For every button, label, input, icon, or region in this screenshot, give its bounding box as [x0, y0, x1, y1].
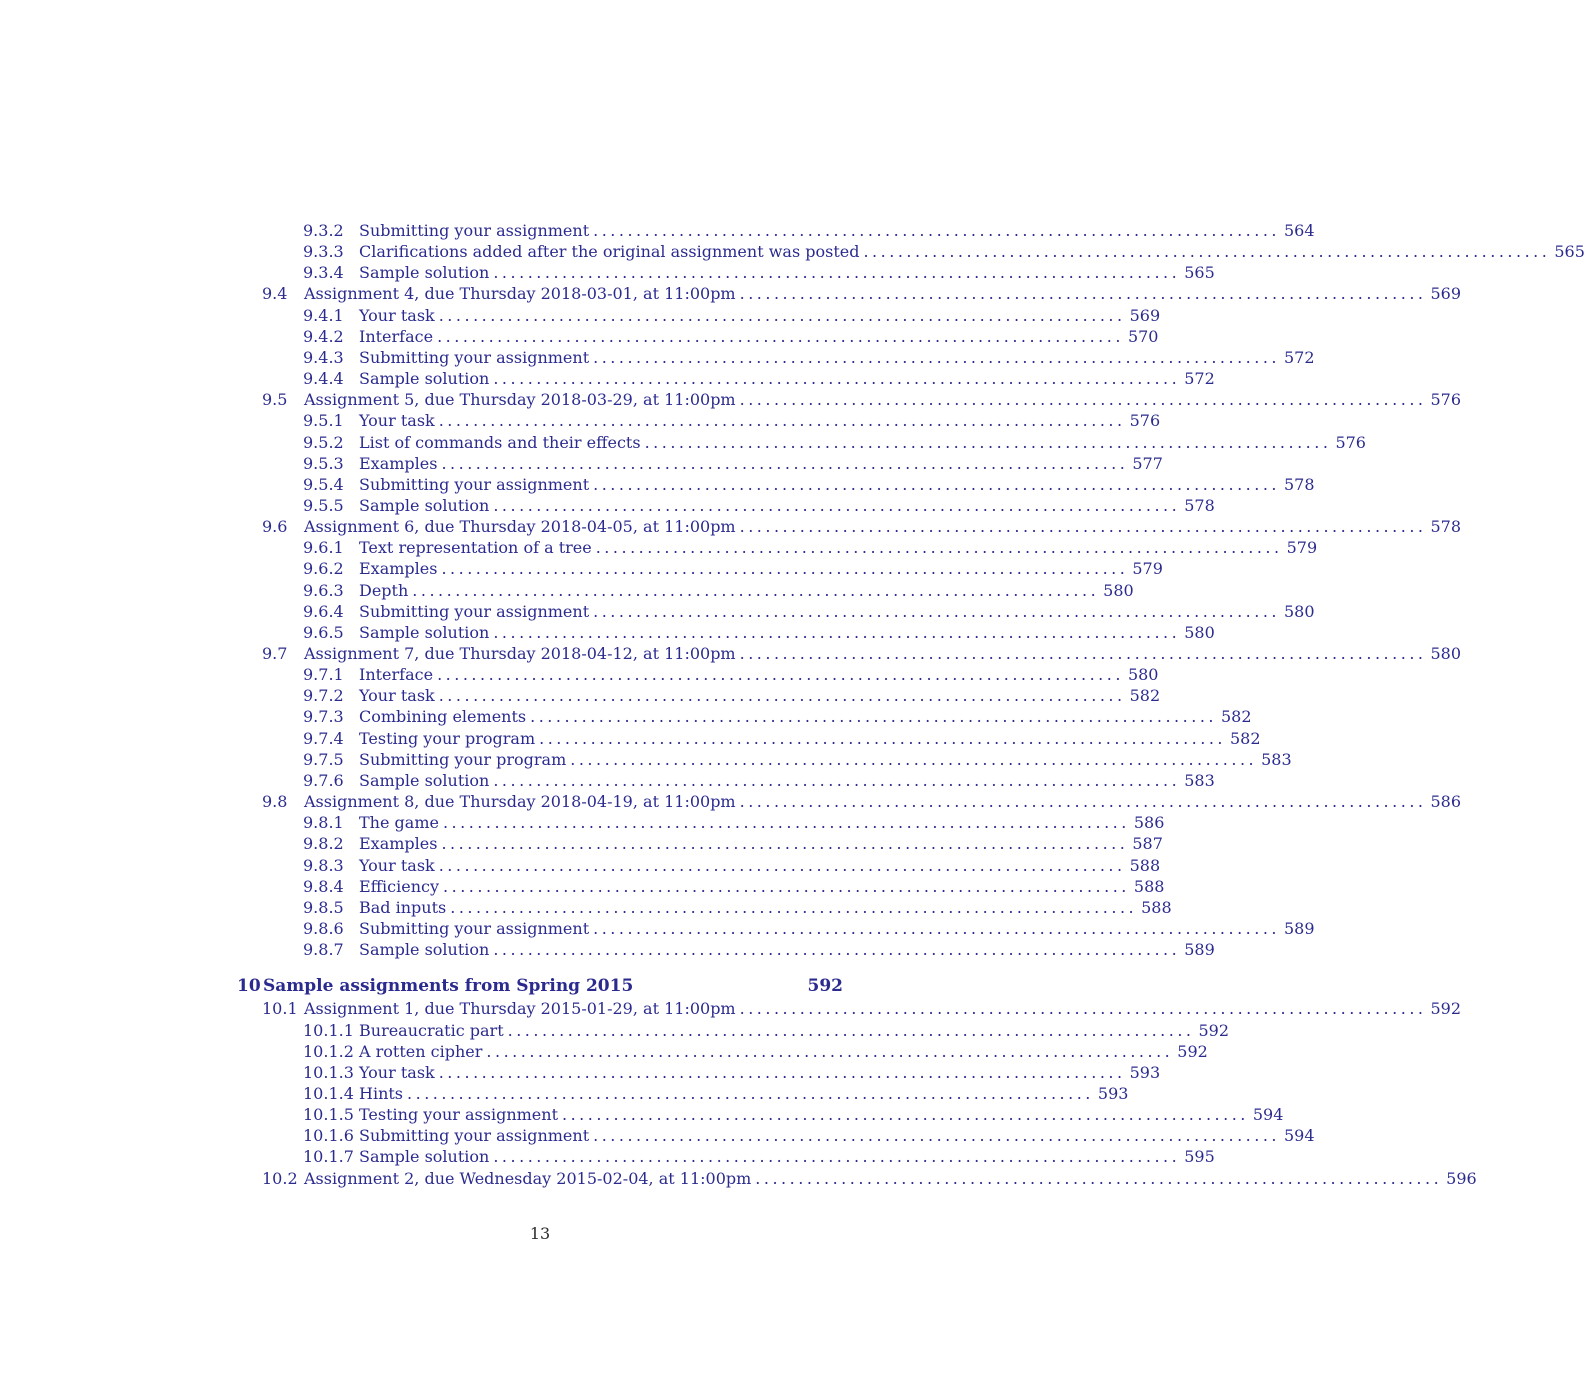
toc-title: Hints: [359, 1084, 404, 1103]
toc-subsection-entry[interactable]: [303, 855, 1161, 876]
toc-number: 9.3.2: [303, 221, 344, 240]
dot-leader: ................................................................................: [539, 728, 1226, 748]
toc-subsection-entry[interactable]: [303, 876, 1165, 897]
toc-title: Sample solution: [359, 770, 490, 790]
toc-page: 576: [1430, 390, 1462, 410]
toc-title: Interface: [359, 665, 434, 685]
dot-leader: ................................................................................: [441, 559, 1129, 579]
dot-leader: ................................................................................: [593, 347, 1280, 367]
toc-title: List of commands and their effects: [359, 432, 641, 452]
toc-title: Your task: [359, 686, 435, 706]
toc-page: 579: [1286, 538, 1318, 558]
toc-title: A rotten cipher: [359, 1041, 483, 1061]
toc-page: 592: [807, 976, 843, 997]
toc-number: 9.4.2: [303, 326, 344, 346]
toc-subsection-entry[interactable]: [303, 453, 1163, 474]
toc-section-entry[interactable]: [262, 389, 1462, 410]
toc-subsection-entry[interactable]: [303, 939, 1215, 960]
toc-page: 576: [1129, 411, 1161, 431]
toc-number: 9.8: [262, 792, 288, 811]
toc-subsection-entry[interactable]: [303, 664, 1159, 685]
toc-number: 10.1.6: [303, 1126, 354, 1146]
dot-leader: ................................................................................: [739, 517, 1427, 537]
toc-title: Examples: [359, 559, 438, 579]
toc-page: 593: [1097, 1084, 1129, 1103]
toc-page: 587: [1132, 834, 1163, 854]
toc-title: Combining elements: [359, 707, 527, 727]
dot-leader: ................................................................................: [739, 792, 1427, 811]
toc-page: 582: [1230, 728, 1261, 748]
toc-number: 10.1.2: [303, 1041, 354, 1061]
toc-page: 586: [1133, 813, 1165, 833]
toc-title: Your task: [359, 411, 435, 431]
dot-leader: ................................................................................: [595, 538, 1283, 558]
toc-number: 9.4.4: [303, 369, 344, 389]
dot-leader: ................................................................................: [739, 284, 1427, 304]
toc-number: 9.8.2: [303, 834, 344, 854]
dot-leader: ................................................................................: [450, 897, 1138, 917]
dot-leader: ................................................................................: [493, 940, 1181, 960]
toc-page: 589: [1184, 940, 1215, 960]
toc-title: Submitting your program: [359, 749, 567, 769]
toc-title: Sample solution: [359, 940, 490, 960]
toc-number: 9.7: [262, 644, 288, 663]
toc-page: 582: [1220, 707, 1252, 727]
toc-number: 9.8.3: [303, 855, 344, 875]
toc-subsection-entry[interactable]: [303, 558, 1163, 579]
toc-page: 588: [1141, 897, 1172, 917]
toc-number: 9.7.2: [303, 686, 344, 706]
toc-page: 580: [1284, 601, 1315, 621]
toc-page: 588: [1133, 876, 1165, 896]
toc-number: 9.5.5: [303, 496, 344, 515]
toc-title: Interface: [359, 326, 434, 346]
toc-subsection-entry[interactable]: [303, 241, 1585, 262]
toc-subsection-entry[interactable]: [303, 495, 1215, 516]
toc-title: Submitting your assignment: [359, 1126, 590, 1146]
toc-page: 579: [1132, 559, 1163, 579]
toc-subsection-entry[interactable]: [303, 601, 1315, 622]
toc-title: Clarifications added after the original assignment was posted: [359, 242, 860, 262]
dot-leader: ................................................................................: [438, 855, 1126, 875]
toc-title: Assignment 7, due Thursday 2018-04-12, at 11:00pm: [304, 644, 736, 663]
toc-page: 577: [1132, 453, 1163, 473]
toc-page: 592: [1198, 1020, 1230, 1040]
dot-leader: ................................................................................: [438, 686, 1126, 706]
toc-page: 592: [1177, 1041, 1208, 1061]
toc-page: 580: [1430, 644, 1462, 663]
toc-subsection-entry[interactable]: [303, 812, 1165, 833]
toc-number: 10: [237, 976, 261, 997]
toc-page: 578: [1184, 496, 1215, 515]
dot-leader: ................................................................................: [438, 305, 1126, 325]
dot-leader: ................................................................................: [593, 601, 1280, 621]
dot-leader: ................................................................................: [493, 770, 1181, 790]
toc-title: The game: [359, 813, 439, 833]
toc-number: 9.8.4: [303, 876, 344, 896]
toc-number: 9.6.5: [303, 622, 344, 642]
toc-subsection-entry[interactable]: [303, 474, 1315, 495]
dot-leader: ................................................................................: [493, 1147, 1181, 1167]
toc-title: Submitting your assignment: [359, 601, 590, 621]
page-number: 13: [529, 1224, 551, 1243]
toc-number: 9.5.1: [303, 411, 344, 431]
toc-subsection-entry[interactable]: [303, 770, 1215, 791]
toc-subsection-entry[interactable]: [303, 1104, 1284, 1125]
toc-page: 588: [1129, 855, 1161, 875]
toc-page: 595: [1184, 1147, 1215, 1167]
toc-subsection-entry[interactable]: [303, 1020, 1230, 1041]
toc-number: 9.8.1: [303, 813, 344, 833]
toc-page: 586: [1430, 792, 1462, 811]
toc-number: 9.6.4: [303, 601, 344, 621]
dot-leader: ................................................................................: [493, 622, 1181, 642]
toc-section-entry[interactable]: [262, 643, 1462, 664]
toc-page: 594: [1284, 1126, 1315, 1146]
toc-number: 9.8.7: [303, 940, 344, 960]
dot-leader: ................................................................................: [755, 1168, 1443, 1188]
toc-subsection-entry[interactable]: [303, 897, 1172, 918]
toc-title: Your task: [359, 1062, 435, 1082]
toc-title: Depth: [359, 580, 409, 600]
toc-page: 578: [1430, 517, 1462, 537]
toc-number: 9.7.5: [303, 749, 344, 769]
toc-number: 10.2: [262, 1168, 298, 1188]
toc-page: 570: [1127, 326, 1159, 346]
toc-page: 580: [1184, 622, 1215, 642]
toc-number: 9.6.1: [303, 538, 344, 558]
toc-subsection-entry[interactable]: [303, 1125, 1315, 1146]
toc-title: Efficiency: [359, 876, 440, 896]
toc-page: 580: [1127, 665, 1159, 685]
toc-title: Assignment 4, due Thursday 2018-03-01, at 11:00pm: [304, 284, 736, 304]
toc-title: Bad inputs: [359, 897, 447, 917]
toc-title: Examples: [359, 834, 438, 854]
toc-subsection-entry[interactable]: [303, 580, 1134, 601]
toc-number: 9.7.4: [303, 728, 344, 748]
dot-leader: ................................................................................: [562, 1105, 1249, 1125]
toc-section-entry[interactable]: [262, 516, 1462, 537]
toc-title: Submitting your assignment: [359, 474, 590, 494]
toc-title: Assignment 2, due Wednesday 2015-02-04, at 11:00pm: [304, 1168, 752, 1188]
toc-page: 578: [1284, 474, 1315, 494]
toc-title: Assignment 5, due Thursday 2018-03-29, at 11:00pm: [304, 390, 736, 410]
toc-number: 9.6.3: [303, 580, 344, 600]
toc-page: 596: [1446, 1168, 1477, 1188]
dot-leader: ................................................................................: [493, 263, 1181, 283]
toc-subsection-entry[interactable]: [303, 537, 1318, 558]
dot-leader: ................................................................................: [438, 1062, 1126, 1082]
toc-page: 569: [1129, 305, 1161, 325]
toc-subsection-entry[interactable]: [303, 749, 1292, 770]
toc-number: 9.4.1: [303, 305, 344, 325]
dot-leader: ................................................................................: [441, 453, 1129, 473]
toc-subsection-entry[interactable]: [303, 410, 1161, 431]
toc-number: 10.1: [262, 999, 298, 1019]
dot-leader: ................................................................................: [407, 1084, 1094, 1103]
dot-leader: ................................................................................: [530, 707, 1217, 727]
toc-number: 9.6.2: [303, 559, 344, 579]
dot-leader: ................................................................................: [507, 1020, 1195, 1040]
dot-leader: ................................................................................: [570, 749, 1258, 769]
toc-number: 9.7.3: [303, 707, 344, 727]
toc-subsection-entry[interactable]: [303, 347, 1315, 368]
toc-title: Sample assignments from Spring 2015: [263, 976, 634, 997]
toc-title: Sample solution: [359, 1147, 490, 1167]
toc-subsection-entry[interactable]: [303, 305, 1161, 326]
toc-title: Submitting your assignment: [359, 221, 590, 240]
dot-leader: ................................................................................: [739, 390, 1427, 410]
toc-page: 565: [1554, 242, 1585, 262]
toc-section-entry[interactable]: [262, 1168, 1477, 1189]
toc-number: 9.5.3: [303, 453, 344, 473]
toc-page: 582: [1129, 686, 1161, 706]
toc-page: 593: [1129, 1062, 1161, 1082]
dot-leader: ................................................................................: [493, 496, 1181, 515]
toc-subsection-entry[interactable]: [303, 262, 1215, 283]
toc-page: 564: [1284, 221, 1315, 240]
toc-title: Your task: [359, 855, 435, 875]
toc-number: 10.1.7: [303, 1147, 354, 1167]
toc-number: 10.1.3: [303, 1062, 354, 1082]
toc-number: 9.8.5: [303, 897, 344, 917]
toc-number: 9.4: [262, 284, 288, 304]
toc-page: 592: [1430, 999, 1462, 1019]
dot-leader: ................................................................................: [437, 326, 1124, 346]
dot-leader: ................................................................................: [493, 369, 1181, 389]
toc-section-entry[interactable]: [262, 998, 1462, 1019]
toc-title: Examples: [359, 453, 438, 473]
toc-title: Assignment 1, due Thursday 2015-01-29, at 11:00pm: [304, 999, 736, 1019]
dot-leader: ................................................................................: [593, 918, 1280, 938]
dot-leader: ................................................................................: [437, 665, 1124, 685]
toc-number: 9.5.4: [303, 474, 344, 494]
toc-section-entry[interactable]: [262, 791, 1462, 812]
toc-subsection-entry[interactable]: [303, 1041, 1208, 1062]
toc-title: Sample solution: [359, 263, 490, 283]
toc-chapter-entry[interactable]: [237, 976, 843, 997]
toc-number: 9.5.2: [303, 432, 344, 452]
toc-subsection-entry[interactable]: [303, 432, 1366, 453]
toc-page: 576: [1335, 432, 1366, 452]
toc-page: 583: [1261, 749, 1292, 769]
toc-title: Bureaucratic part: [359, 1020, 504, 1040]
toc-number: 9.6: [262, 517, 288, 537]
dot-leader: ................................................................................: [593, 474, 1280, 494]
toc-page: 589: [1284, 918, 1315, 938]
toc-subsection-entry[interactable]: [303, 1146, 1215, 1167]
toc-title: Sample solution: [359, 496, 490, 515]
toc-page: 569: [1430, 284, 1462, 304]
toc-title: Your task: [359, 305, 435, 325]
toc-subsection-entry[interactable]: [303, 622, 1215, 643]
toc-subsection-entry[interactable]: [303, 368, 1215, 389]
toc-subsection-entry[interactable]: [303, 918, 1315, 939]
toc-number: 9.8.6: [303, 918, 344, 938]
toc-number: 10.1.1: [303, 1020, 354, 1040]
toc-number: 9.7.1: [303, 665, 344, 685]
dot-leader: ................................................................................: [443, 876, 1130, 896]
toc-page: 594: [1252, 1105, 1284, 1125]
dot-leader: ................................................................................: [442, 813, 1130, 833]
dot-leader: ................................................................................: [593, 221, 1280, 240]
toc-page: 583: [1184, 770, 1215, 790]
toc-subsection-entry[interactable]: [303, 1062, 1161, 1083]
toc-subsection-entry[interactable]: [303, 220, 1315, 241]
toc-number: 9.4.3: [303, 347, 344, 367]
toc-page: 572: [1284, 347, 1315, 367]
toc-title: Assignment 6, due Thursday 2018-04-05, at 11:00pm: [304, 517, 736, 537]
dot-leader: ................................................................................: [438, 411, 1126, 431]
dot-leader: ................................................................................: [486, 1041, 1174, 1061]
toc-subsection-entry[interactable]: [303, 833, 1163, 854]
toc-page: 580: [1103, 580, 1134, 600]
toc-number: 9.7.6: [303, 770, 344, 790]
toc-number: 9.3.4: [303, 263, 344, 283]
dot-leader: ................................................................................: [863, 242, 1551, 262]
dot-leader: ................................................................................: [412, 580, 1100, 600]
toc-subsection-entry[interactable]: [303, 326, 1159, 347]
toc-number: 10.1.5: [303, 1105, 354, 1125]
toc-subsection-entry[interactable]: [303, 1083, 1129, 1104]
toc-title: Testing your assignment: [359, 1105, 558, 1125]
toc-title: Submitting your assignment: [359, 918, 590, 938]
toc-section-entry[interactable]: [262, 283, 1462, 304]
dot-leader: ................................................................................: [644, 432, 1332, 452]
toc-subsection-entry[interactable]: [303, 685, 1161, 706]
toc-page: 572: [1184, 369, 1215, 389]
toc-number: 10.1.4: [303, 1084, 354, 1103]
toc-number: 9.3.3: [303, 242, 344, 262]
toc-title: Assignment 8, due Thursday 2018-04-19, at 11:00pm: [304, 792, 736, 811]
toc-subsection-entry[interactable]: [303, 706, 1252, 727]
toc-number: 9.5: [262, 390, 288, 410]
toc-title: Submitting your assignment: [359, 347, 590, 367]
toc-title: Sample solution: [359, 622, 490, 642]
toc-page: 565: [1184, 263, 1215, 283]
toc-subsection-entry[interactable]: [303, 728, 1261, 749]
dot-leader: ................................................................................: [593, 1126, 1280, 1146]
toc-title: Text representation of a tree: [359, 538, 592, 558]
toc-title: Sample solution: [359, 369, 490, 389]
toc-title: Testing your program: [359, 728, 536, 748]
dot-leader: ................................................................................: [739, 999, 1427, 1019]
dot-leader: ................................................................................: [441, 834, 1129, 854]
dot-leader: ................................................................................: [739, 644, 1427, 663]
